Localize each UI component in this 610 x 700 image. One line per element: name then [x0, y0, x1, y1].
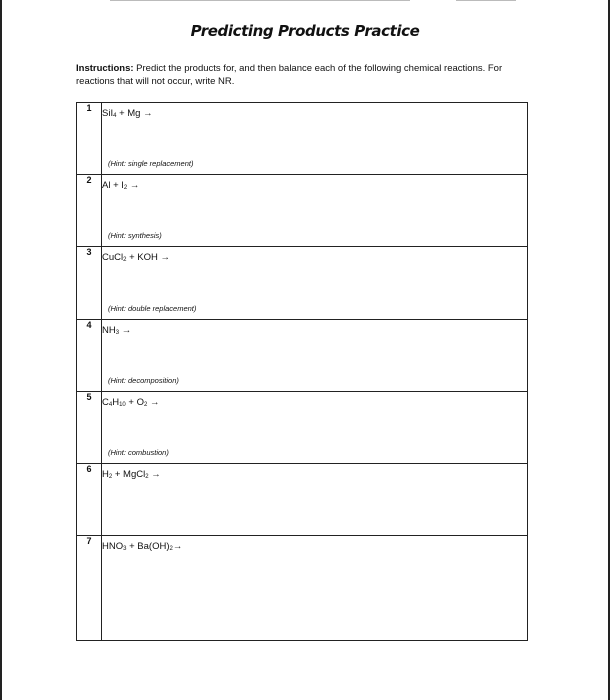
reaction-hint: (Hint: synthesis): [108, 231, 162, 240]
reaction-equation: $C_4H_{10} + O_2$ →: [102, 397, 160, 408]
instructions-text: Predict the products for, and then balance each of the following chemical reactions. For reactions that will not occur, write NR.: [76, 63, 503, 87]
reaction-number: 3: [77, 247, 102, 320]
reaction-hint: (Hint: combustion): [108, 448, 169, 457]
reaction-cell[interactable]: [102, 320, 528, 392]
reaction-cell[interactable]: [102, 392, 528, 464]
reaction-number: 5: [77, 392, 102, 464]
reaction-number: 2: [77, 175, 102, 247]
reaction-equation: $NH_3$ →: [102, 325, 132, 336]
reaction-number: 7: [77, 536, 102, 641]
reaction-row: [77, 392, 528, 464]
reaction-row: [77, 103, 528, 175]
reaction-row: [77, 536, 528, 641]
page-title: Predicting Products Practice: [190, 22, 420, 40]
reaction-cell[interactable]: [102, 247, 528, 320]
reaction-cell[interactable]: [102, 536, 528, 641]
reaction-equation: $HNO_3 + Ba(OH)_2\to$: [102, 541, 183, 552]
reaction-row: [77, 247, 528, 320]
reaction-number: 1: [77, 103, 102, 175]
reaction-row: [77, 175, 528, 247]
reaction-cell[interactable]: [102, 103, 528, 175]
reaction-row: [77, 320, 528, 392]
reaction-equation: $H_2$ + MgCl$_2$ →: [102, 469, 161, 480]
reaction-equation: CuCl$_2$ + KOH →: [102, 252, 171, 263]
worksheet-page: [3, 0, 607, 700]
reaction-hint: (Hint: double replacement): [108, 304, 197, 313]
reaction-number: 6: [77, 464, 102, 536]
reaction-row: [77, 464, 528, 536]
instructions: [76, 62, 516, 88]
reaction-number: 4: [77, 320, 102, 392]
reaction-cell[interactable]: [102, 464, 528, 536]
instructions-label: Instructions:: [76, 63, 134, 74]
reactions-table: [76, 102, 528, 641]
page-left-edge: [0, 0, 2, 700]
reaction-equation: $Al + I_2$ →: [102, 180, 140, 191]
reaction-cell[interactable]: [102, 175, 528, 247]
reaction-hint: (Hint: decomposition): [108, 376, 179, 385]
reaction-hint: (Hint: single replacement): [108, 159, 194, 168]
reaction-equation: SiI$_4$ + Mg →: [102, 108, 153, 119]
